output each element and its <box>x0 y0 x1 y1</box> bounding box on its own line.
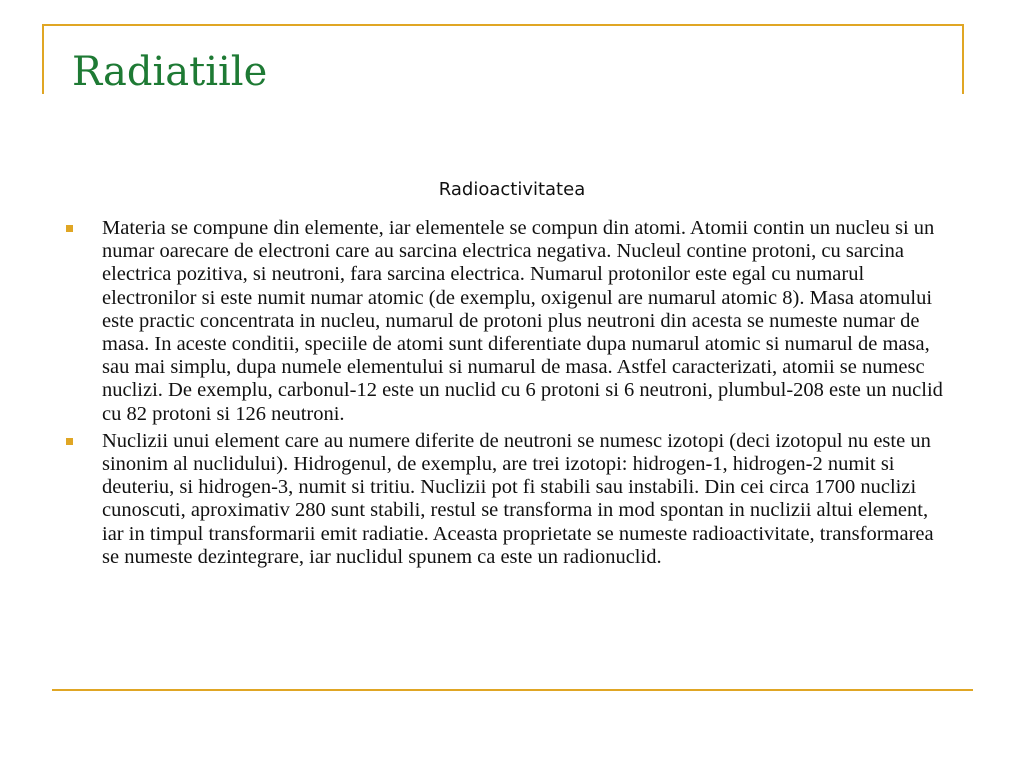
bullet-item <box>66 430 946 569</box>
square-bullet-icon <box>66 225 73 232</box>
frame-left-rule <box>42 24 44 94</box>
slide-subtitle: Radioactivitatea <box>438 179 586 200</box>
frame-bottom-rule <box>52 689 973 691</box>
frame-right-rule <box>962 24 964 94</box>
frame-top-rule <box>42 24 964 26</box>
bullet-list <box>66 217 946 573</box>
bullet-item <box>66 217 946 426</box>
square-bullet-icon <box>66 438 73 445</box>
slide-title: Radiatiile <box>72 49 268 95</box>
bullet-text: Materia se compune din elemente, iar elementele se compun din atomi. Atomii contin un nucleu si un numar oarecare de electroni care au sarcina electrica negativa. Nucleul contine protoni, cu sarcina electrica pozitiva, si neutroni, fara sarcina electrica. Numarul protonilor este egal cu numarul electronilor si este numit numar atomic (de exemplu, oxigenul are numarul atomic 8). Masa atomului este practic concentrata in nucleu, numarul de protoni plus neutroni din acesta se numeste numar de masa. In aceste conditii, speciile de atomi sunt diferentiate dupa numarul atomic si numarul de masa, sau mai simplu, dupa numele elementului si numarul de masa. Astfel caracterizati, atomii se numesc nuclizi. De exemplu, carbonul-12 este un nuclid cu 6 protoni si 6 neutroni, plumbul-208 este un nuclid cu 82 protoni si 126 neutroni. <box>102 217 943 425</box>
bullet-text: Nuclizii unui element care au numere diferite de neutroni se numesc izotopi (deci izotopul nu este un sinonim al nuclidului). Hidrogenul, de exemplu, are trei izotopi: hidrogen-1, hidrogen-2 numit si deuteriu, si hidrogen-3, numit si tritiu. Nuclizii pot fi stabili sau instabili. Din cei circa 1700 nuclizi cunoscuti, aproximativ 280 sunt stabili, restul se transforma in mod spontan in nuclizii altui element, iar in timpul transformarii emit radiatie. Aceasta proprietate se numeste radioactivitate, transformarea se numeste dezintegrare, iar nuclidul spunem ca este un radionuclid. <box>102 429 934 568</box>
